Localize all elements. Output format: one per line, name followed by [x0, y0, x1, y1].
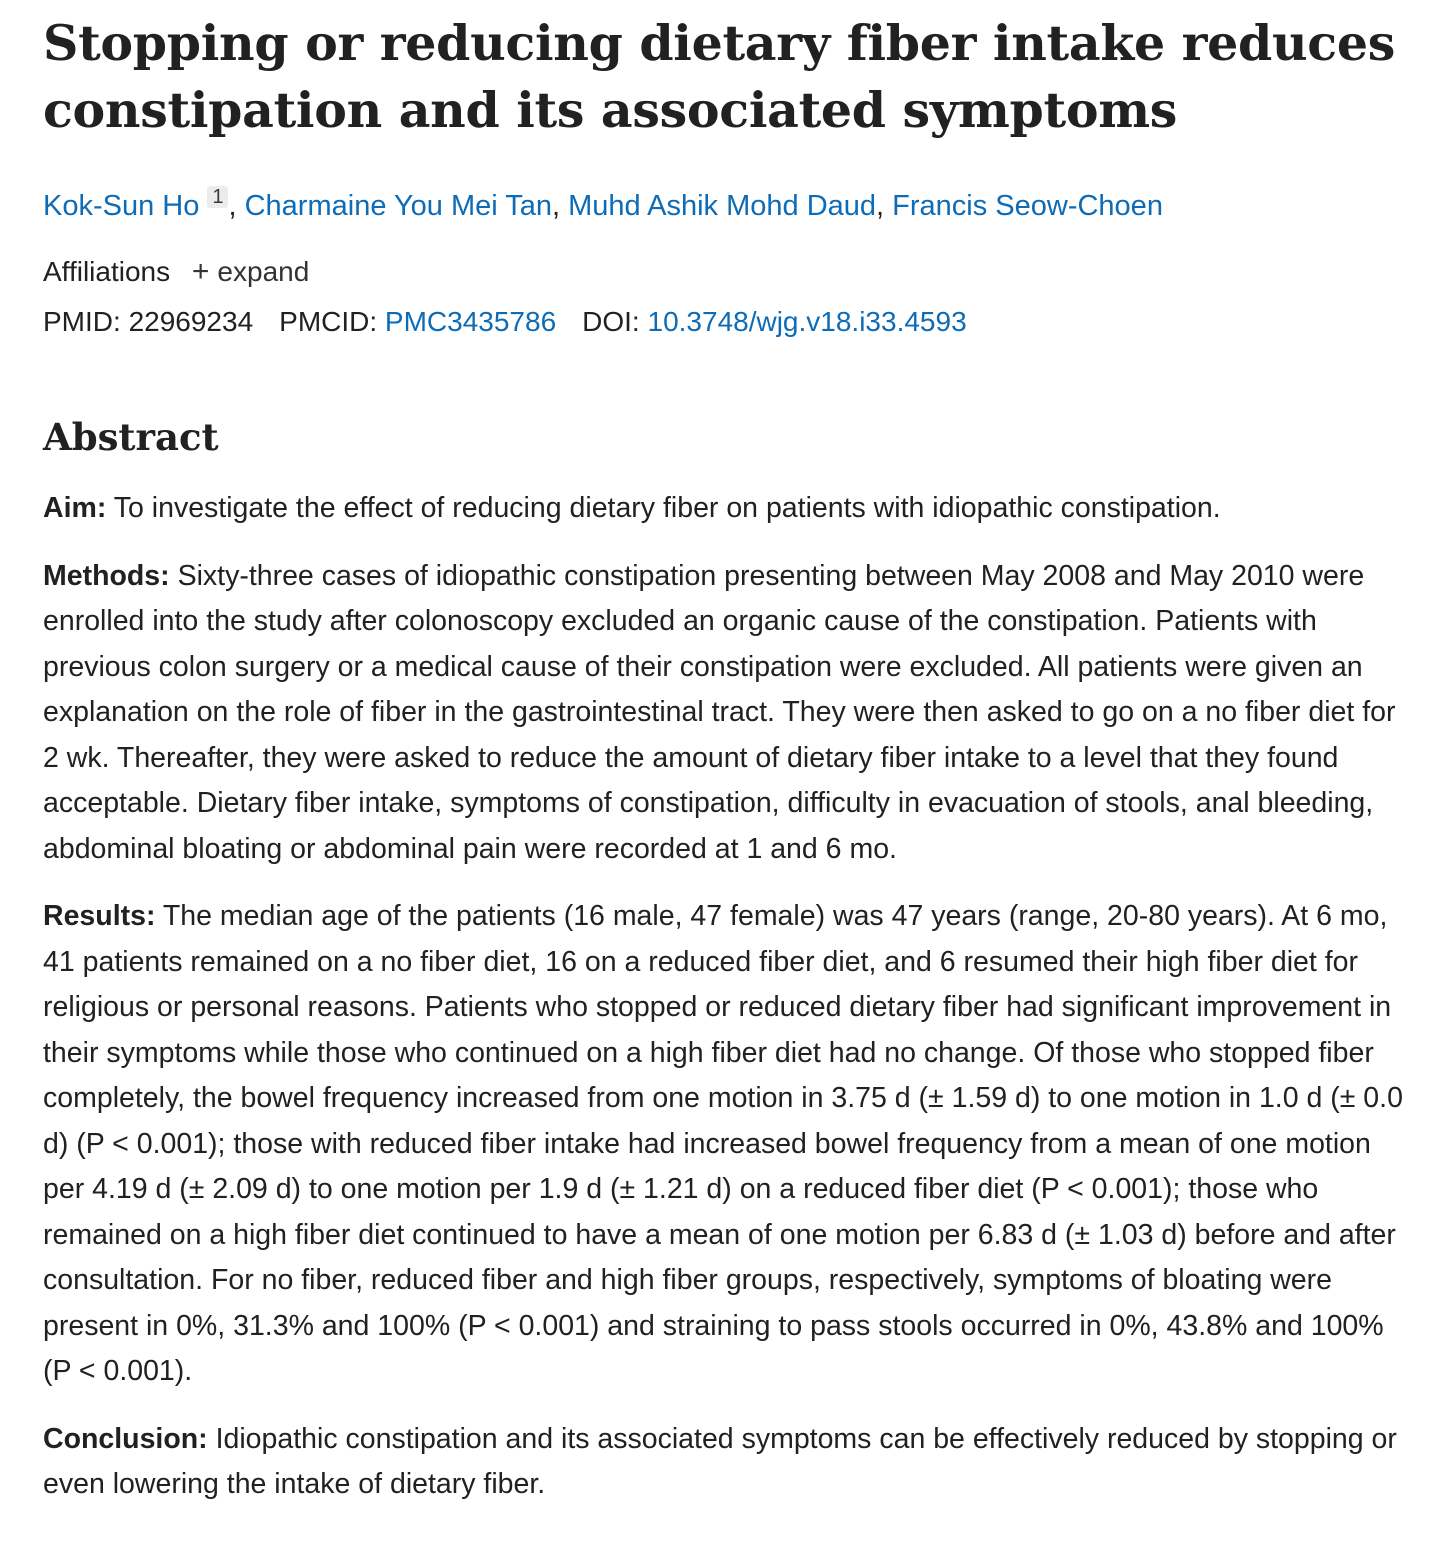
affiliation-ref-button[interactable]: 1 [207, 186, 228, 208]
conclusion-text: Idiopathic constipation and its associated symptoms can be effectively reduced by stopping or even lowering the intake of dietary fiber. [43, 1422, 1397, 1500]
abstract-results [43, 894, 1413, 1395]
author-link[interactable]: Kok-Sun Ho [43, 190, 200, 222]
results-text: The median age of the patients (16 male, 47 female) was 47 years (range, 20-80 years). At 6 mo, 41 patients remained on a no fiber diet, 16 on a reduced fiber diet, and 6 resumed their high fiber diet for religious or personal reasons. Patients who stopped or reduced dietary fiber had significant improvement in their symptoms while those who continued on a high fiber diet had no change. Of those who stopped fiber completely, the bowel frequency increased from one motion in 3.75 d (± 1.59 d) to one motion in 1.0 d (± 0.0 d) (P < 0.001); those with reduced fiber intake had increased bowel frequency from a mean of one motion per 4.19 d (± 2.09 d) to one motion per 1.9 d (± 1.21 d) on a reduced fiber diet (P < 0.001); those who remained on a high fiber diet continued to have a mean of one motion per 6.83 d (± 1.03 d) before and after consultation. For no fiber, reduced fiber and high fiber groups, respectively, symptoms of bloating were present in 0%, 31.3% and 100% (P < 0.001) and straining to pass stools occurred in 0%, 43.8% and 100% (P < 0.001). [43, 900, 1403, 1387]
doi-label: DOI: [582, 306, 640, 337]
aim-text: To investigate the effect of reducing dietary fiber on patients with idiopathic constipation. [106, 492, 1221, 524]
author-separator: , [876, 190, 893, 222]
abstract-methods [43, 554, 1413, 873]
affiliations-label: Affiliations [43, 256, 171, 287]
methods-label: Methods: [43, 559, 170, 592]
author-separator: , [228, 190, 245, 222]
pmid-value: 22969234 [128, 306, 254, 337]
article-title: Stopping or reducing dietary fiber intake reduces constipation and its associated symptoms [43, 14, 1395, 139]
abstract-heading: Abstract [43, 415, 219, 459]
affiliations-row [43, 252, 1413, 292]
methods-text: Sixty-three cases of idiopathic constipation presenting between May 2008 and May 2010 were enrolled into the study after colonoscopy excluded an organic cause of the constipation. Patients with previous colon surgery or a medical cause of their constipation were excluded. All patients were given an explanation on the role of fiber in the gastrointestinal tract. They were then asked to go on a no fiber diet for 2 wk. Thereafter, they were asked to reduce the amount of dietary fiber intake to a level that they found acceptable. Dietary fiber intake, symptoms of constipation, difficulty in evacuation of stools, anal bleeding, abdominal bloating or abdominal pain were recorded at 1 and 6 mo. [43, 559, 1396, 865]
author-link[interactable]: Charmaine You Mei Tan [244, 190, 552, 222]
pmcid-label: PMCID: [279, 306, 378, 337]
affiliations-expand-button[interactable] [192, 256, 309, 287]
plus-icon: + [191, 255, 210, 288]
pmid-label: PMID: [43, 306, 121, 337]
abstract-conclusion [43, 1417, 1413, 1508]
expand-label: expand [217, 256, 310, 287]
article-page [43, 0, 1413, 1508]
doi-link[interactable]: 10.3748/wjg.v18.i33.4593 [647, 306, 967, 337]
identifiers-row [43, 302, 1413, 342]
author-link[interactable]: Muhd Ashik Mohd Daud [568, 190, 877, 222]
pmcid-link[interactable]: PMC3435786 [384, 306, 557, 337]
author-list [43, 186, 1413, 226]
author-separator: , [552, 190, 569, 222]
results-label: Results: [43, 900, 156, 932]
conclusion-label: Conclusion: [43, 1422, 208, 1455]
aim-label: Aim: [43, 492, 107, 524]
abstract-aim [43, 486, 1413, 532]
author-link[interactable]: Francis Seow-Choen [892, 190, 1163, 222]
